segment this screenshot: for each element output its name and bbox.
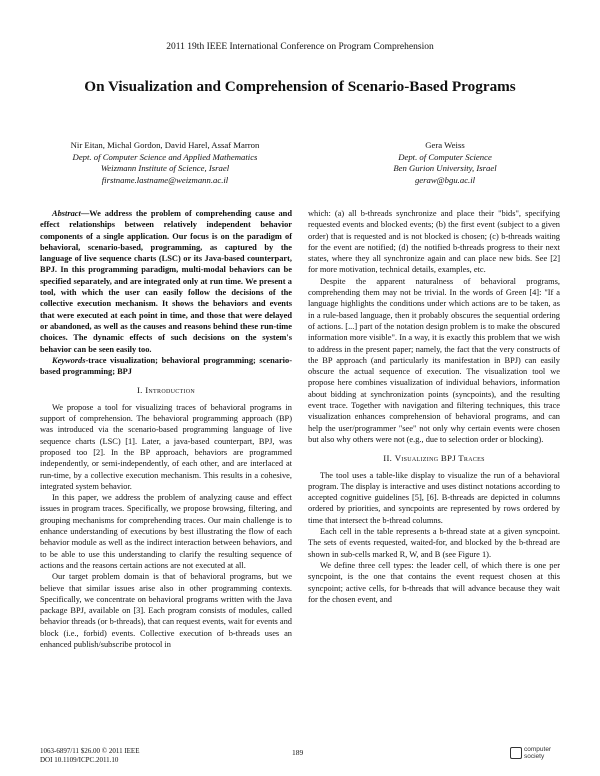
author-names: Nir Eitan, Michal Gordon, David Harel, Assaf Marron — [70, 140, 260, 150]
section-heading-introduction — [40, 385, 292, 396]
paper-title: On Visualization and Comprehension of Scenario-Based Programs — [84, 78, 516, 95]
logo-text-line2: society — [524, 753, 545, 760]
section-number: II. — [383, 453, 393, 464]
paragraph: We define three cell types: the leader cell, of which there is one per syncpoint, is the one that contains the event request chosen at this syncpoint; active cells, for b-threads that will advance because they wait for the chosen event, and — [308, 560, 560, 604]
author-dept: Dept. of Computer Science and Applied Mathematics — [72, 151, 258, 162]
ieee-logo-icon — [510, 747, 522, 759]
author-email: firstname.lastname@weizmann.ac.il — [101, 174, 229, 185]
paragraph: Each cell in the table represents a b-thread state at a given syncpoint. The sets of events requested, waited-for, and blocked by the b-thread are shown in sub-cells marked R, W, and B (see Figure 1). — [308, 527, 560, 559]
abstract — [40, 208, 292, 355]
paragraph: Despite the apparent naturalness of behavioral programs, comprehending them may not be trivial. In the words of Green [4]: "If a language highlights the conditions under which actions are to be taken, as in a rule-based language, then it probably obscures the sequential ordering of actions. [...] part of the notation design problem is to make the obscured information more visible". In a way, it is exactly this problem that we wish to address in the present paper; namely, the fact that the very constructs of the BP approach (and particularly its manifestation in BPJ) can easily obscure the actual sequence of execution. The visualization tool we propose here combines visualization of individual behaviors, information about bidding at synchronization points (syncpoints), and the resulting event trace. Together with navigation and filtering techniques, this trace visualization enhances comprehension of behavioral programs, and can help the user/programmer "see" not only why certain events were chosen but also why others were not (e.g., due to selection order or blocking). — [308, 276, 560, 444]
paragraph: The tool uses a table-like display to visualize the run of a behavioral program. The display is interactive and uses distinct notations according to accepted cognitive guidelines [5], [6]. B-threads are depicted in columns ordered by priorities, and syncpoints are represented by rows ordered by time that intersect the b-thread columns. — [308, 470, 560, 525]
paragraph: Our target problem domain is that of behavioral programs, but we believe that similar issues arise also in other programming contexts. Specifically, we concentrate on behavioral programs written with the Java package BPJ, available on [3]. Each program consists of modules, called behavior threads (or b-threads), that can request events, wait for events and block (i.e., forbid) events. Collective execution of b-threads uses an enhanced publish/subscribe protocol in — [40, 572, 292, 649]
page-number: 189 — [292, 748, 304, 757]
footer-doi: DOI 10.1109/ICPC.2011.10 — [40, 756, 119, 764]
footer-copyright — [40, 747, 139, 765]
author-names: Gera Weiss — [425, 140, 465, 150]
logo-text-line1: computer — [524, 746, 552, 753]
author-block-right — [330, 140, 560, 186]
paragraph: We propose a tool for visualizing traces of behavioral programs in support of comprehension. The behavioral programming approach (BP) was introduced via the scenario-based programming language of live sequence charts (LSC) [1]. Later, a java-based counterpart, BPJ, was proposed too [2]. In the BP approach, behaviors are programmed independently, or semi-independently, of each other, and are interlaced at run-time, by a collective execution mechanism. This results in a cohesive, integrated system behavior. — [40, 402, 292, 491]
left-column — [40, 208, 292, 650]
right-column — [308, 208, 560, 605]
author-block-left — [40, 140, 290, 186]
keywords — [40, 355, 292, 378]
section-number: I. — [136, 385, 143, 396]
conference-header: 2011 19th IEEE International Conference on Program Comprehension — [166, 42, 434, 52]
computer-society-logo — [510, 746, 551, 760]
section-title: Visualizing BPJ Traces — [394, 453, 485, 464]
section-heading-visualizing — [308, 453, 560, 464]
author-institution: Ben Gurion University, Israel — [393, 163, 497, 173]
author-dept: Dept. of Computer Science — [398, 151, 492, 162]
author-email: geraw@bgu.ac.il — [414, 174, 476, 185]
author-institution: Weizmann Institute of Science, Israel — [100, 163, 230, 173]
paragraph: which: (a) all b-threads synchronize and place their "bids", specifying requested events and blocked events; (b) the first event (subject to a given order) that is requested and is not blocked is chosen; (c) b-threads waiting for the event are notified; (d) the notified b-threads progress to their next states, where they all synchronize again and can place new bids. See [2] for more motivation, technical details, examples, etc. — [308, 209, 560, 275]
section-title: Introduction — [145, 385, 196, 396]
abstract-text: —We address the problem of comprehending cause and effect relationships between relatively independent behavior components of a single application. Our focus is on the paradigm of behavioral, scenario-based, programming, as captured by the language of live sequence charts (LSC) or its Java-based counterpart, BPJ. In this programming paradigm, multi-modal behaviors can be specified separately, and are integrated only at run time. We present a tool, with which the user can easily follow the decisions of the collective execution mechanism. It shows the behaviors and events that were executed at each point in time, and those that were delayed or abandoned, as well as the causes and reasons behind these run-time choices. The dynamic effects of such decisions on the system's behavior can be seen easily too. — [40, 209, 292, 354]
keywords-label: Keywords — [52, 355, 86, 365]
keywords-text: -trace visualization; behavioral programming; scenario-based programming; BPJ — [40, 355, 292, 377]
paragraph: In this paper, we address the problem of analyzing cause and effect issues in program traces. Specifically, we propose browsing, filtering, and grouping mechanisms for comprehending traces. Our main challenge is to enhance understanding of executions by best illustrating the flow of each behavior module as well as the indirect interaction between behaviors, and to be able to use this understanding to clarify the resulting sequence of actions and the reasons certain actions are not executed at all. — [40, 493, 292, 570]
footer-price-line: 1063-6897/11 $26.00 © 2011 IEEE — [40, 747, 140, 755]
abstract-label: Abstract — [52, 209, 81, 218]
